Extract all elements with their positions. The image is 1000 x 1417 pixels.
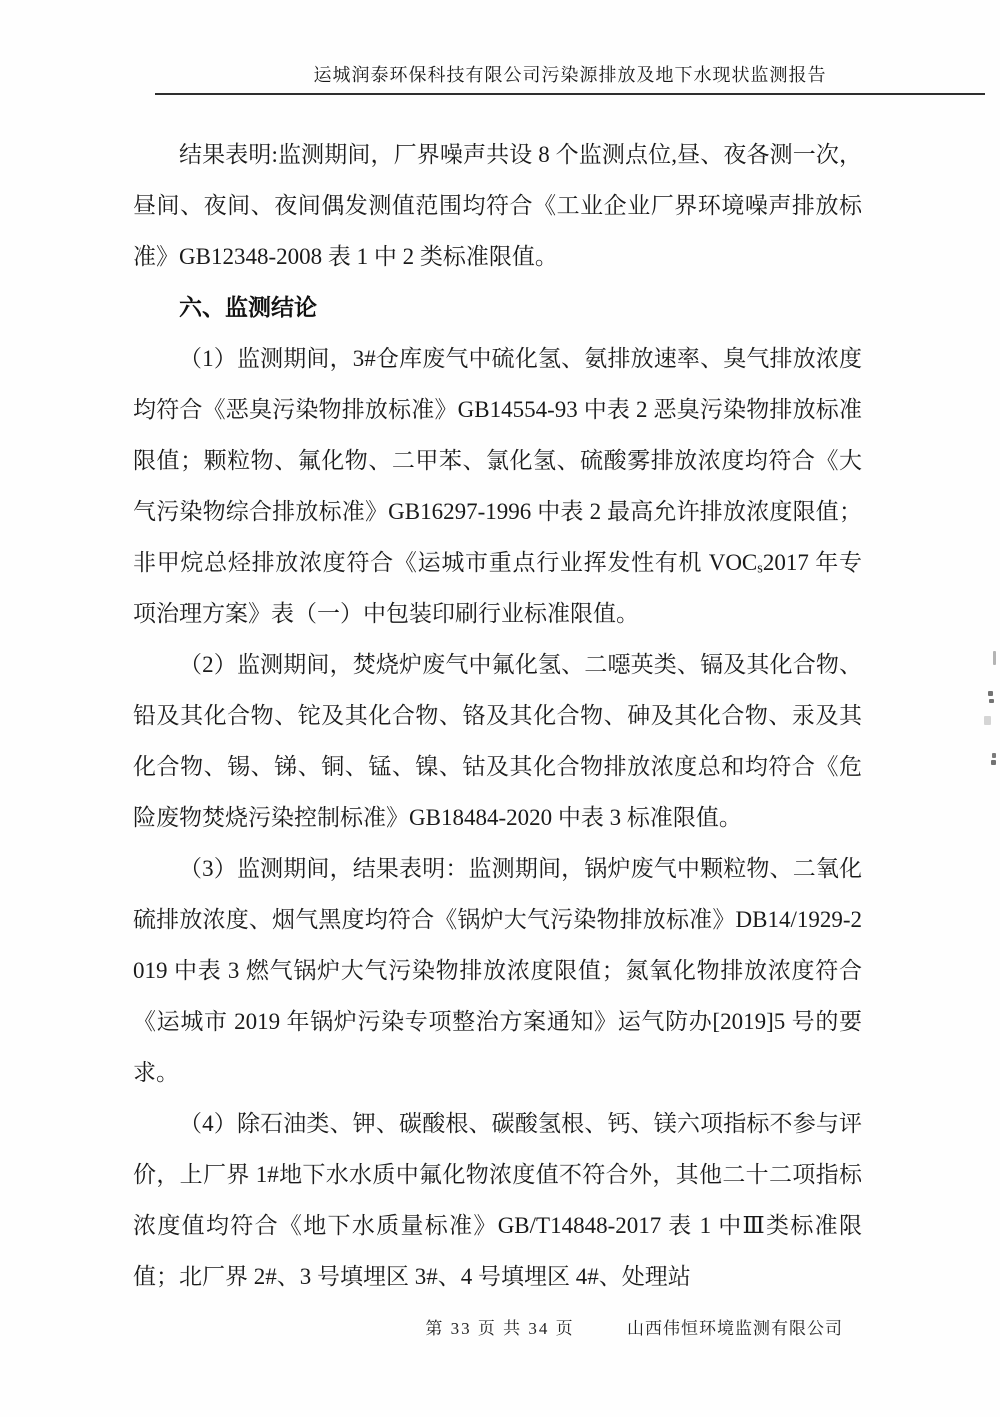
footer-company-name: 山西伟恒环境监测有限公司 [627,1319,843,1338]
voc-subscript: s [757,560,763,577]
paragraph-conclusion-2: （2）监测期间，焚烧炉废气中氟化氢、二噁英类、镉及其化合物、铅及其化合物、铊及其化合物、铬及其化合物、砷及其化合物、汞及其化合物、锡、锑、铜、锰、镍、钴及其化合物排放浓度总和均符合《危险废物焚烧污染控制标准》GB18484-2020 中表 3 标准限值。 [133,652,862,830]
scan-artifact [984,716,991,725]
scan-artifact [993,651,996,665]
document-body [133,129,862,1302]
paragraph-noise-summary: 结果表明:监测期间，厂界噪声共设 8 个监测点位,昼、夜各测一次，昼间、夜间、夜间偶发测值范围均符合《工业企业厂界环境噪声排放标准》GB12348-2008 表 1 中 2 类标准限值。 [133,142,862,269]
conclusion-1-text-post: 2017 年专项治理方案》表（一）中包装印刷行业标准限值。 [133,550,862,626]
paragraph-conclusion-4: （4）除石油类、钾、碳酸根、碳酸氢根、钙、镁六项指标不参与评价，上厂界 1#地下水水质中氟化物浓度值不符合外，其他二十二项指标浓度值均符合《地下水质量标准》GB/T14848-2017 表 1 中Ⅲ类标准限值；北厂界 2#、3 号填埋区 3#、4 号填埋区 4#、处理站 [133,1111,862,1289]
page-header [155,64,985,95]
scan-artifact [991,760,996,765]
section-heading-conclusions: 六、监测结论 [179,295,317,320]
paragraph-conclusion-3: （3）监测期间，结果表明：监测期间，锅炉废气中颗粒物、二氧化硫排放浓度、烟气黑度均符合《锅炉大气污染物排放标准》DB14/1929-2019 中表 3 燃气锅炉大气污染物排放浓度限值；氮氧化物排放浓度符合《运城市 2019 年锅炉污染专项整治方案通知》运气防办[2019]5 号的要求。 [133,856,862,1085]
scan-artifact [988,691,993,696]
scan-artifact [989,699,994,703]
header-title: 运城润泰环保科技有限公司污染源排放及地下水现状监测报告 [313,65,827,85]
paragraph-conclusion-1 [133,333,862,639]
conclusion-1-text-pre: （1）监测期间，3#仓库废气中硫化氢、氨排放速率、臭气排放浓度均符合《恶臭污染物排放标准》GB14554-93 中表 2 恶臭污染物排放标准限值；颗粒物、氟化物、二甲苯、氯化氢、硫酸雾排放浓度均符合《大气污染物综合排放标准》GB16297-1996 中表 2 最高允许排放浓度限值；非甲烷总烃排放浓度符合《运城市重点行业挥发性有机 VOC [133,346,862,575]
footer-page-number: 第 33 页 共 34 页 [425,1319,575,1338]
scan-artifact [992,753,996,758]
